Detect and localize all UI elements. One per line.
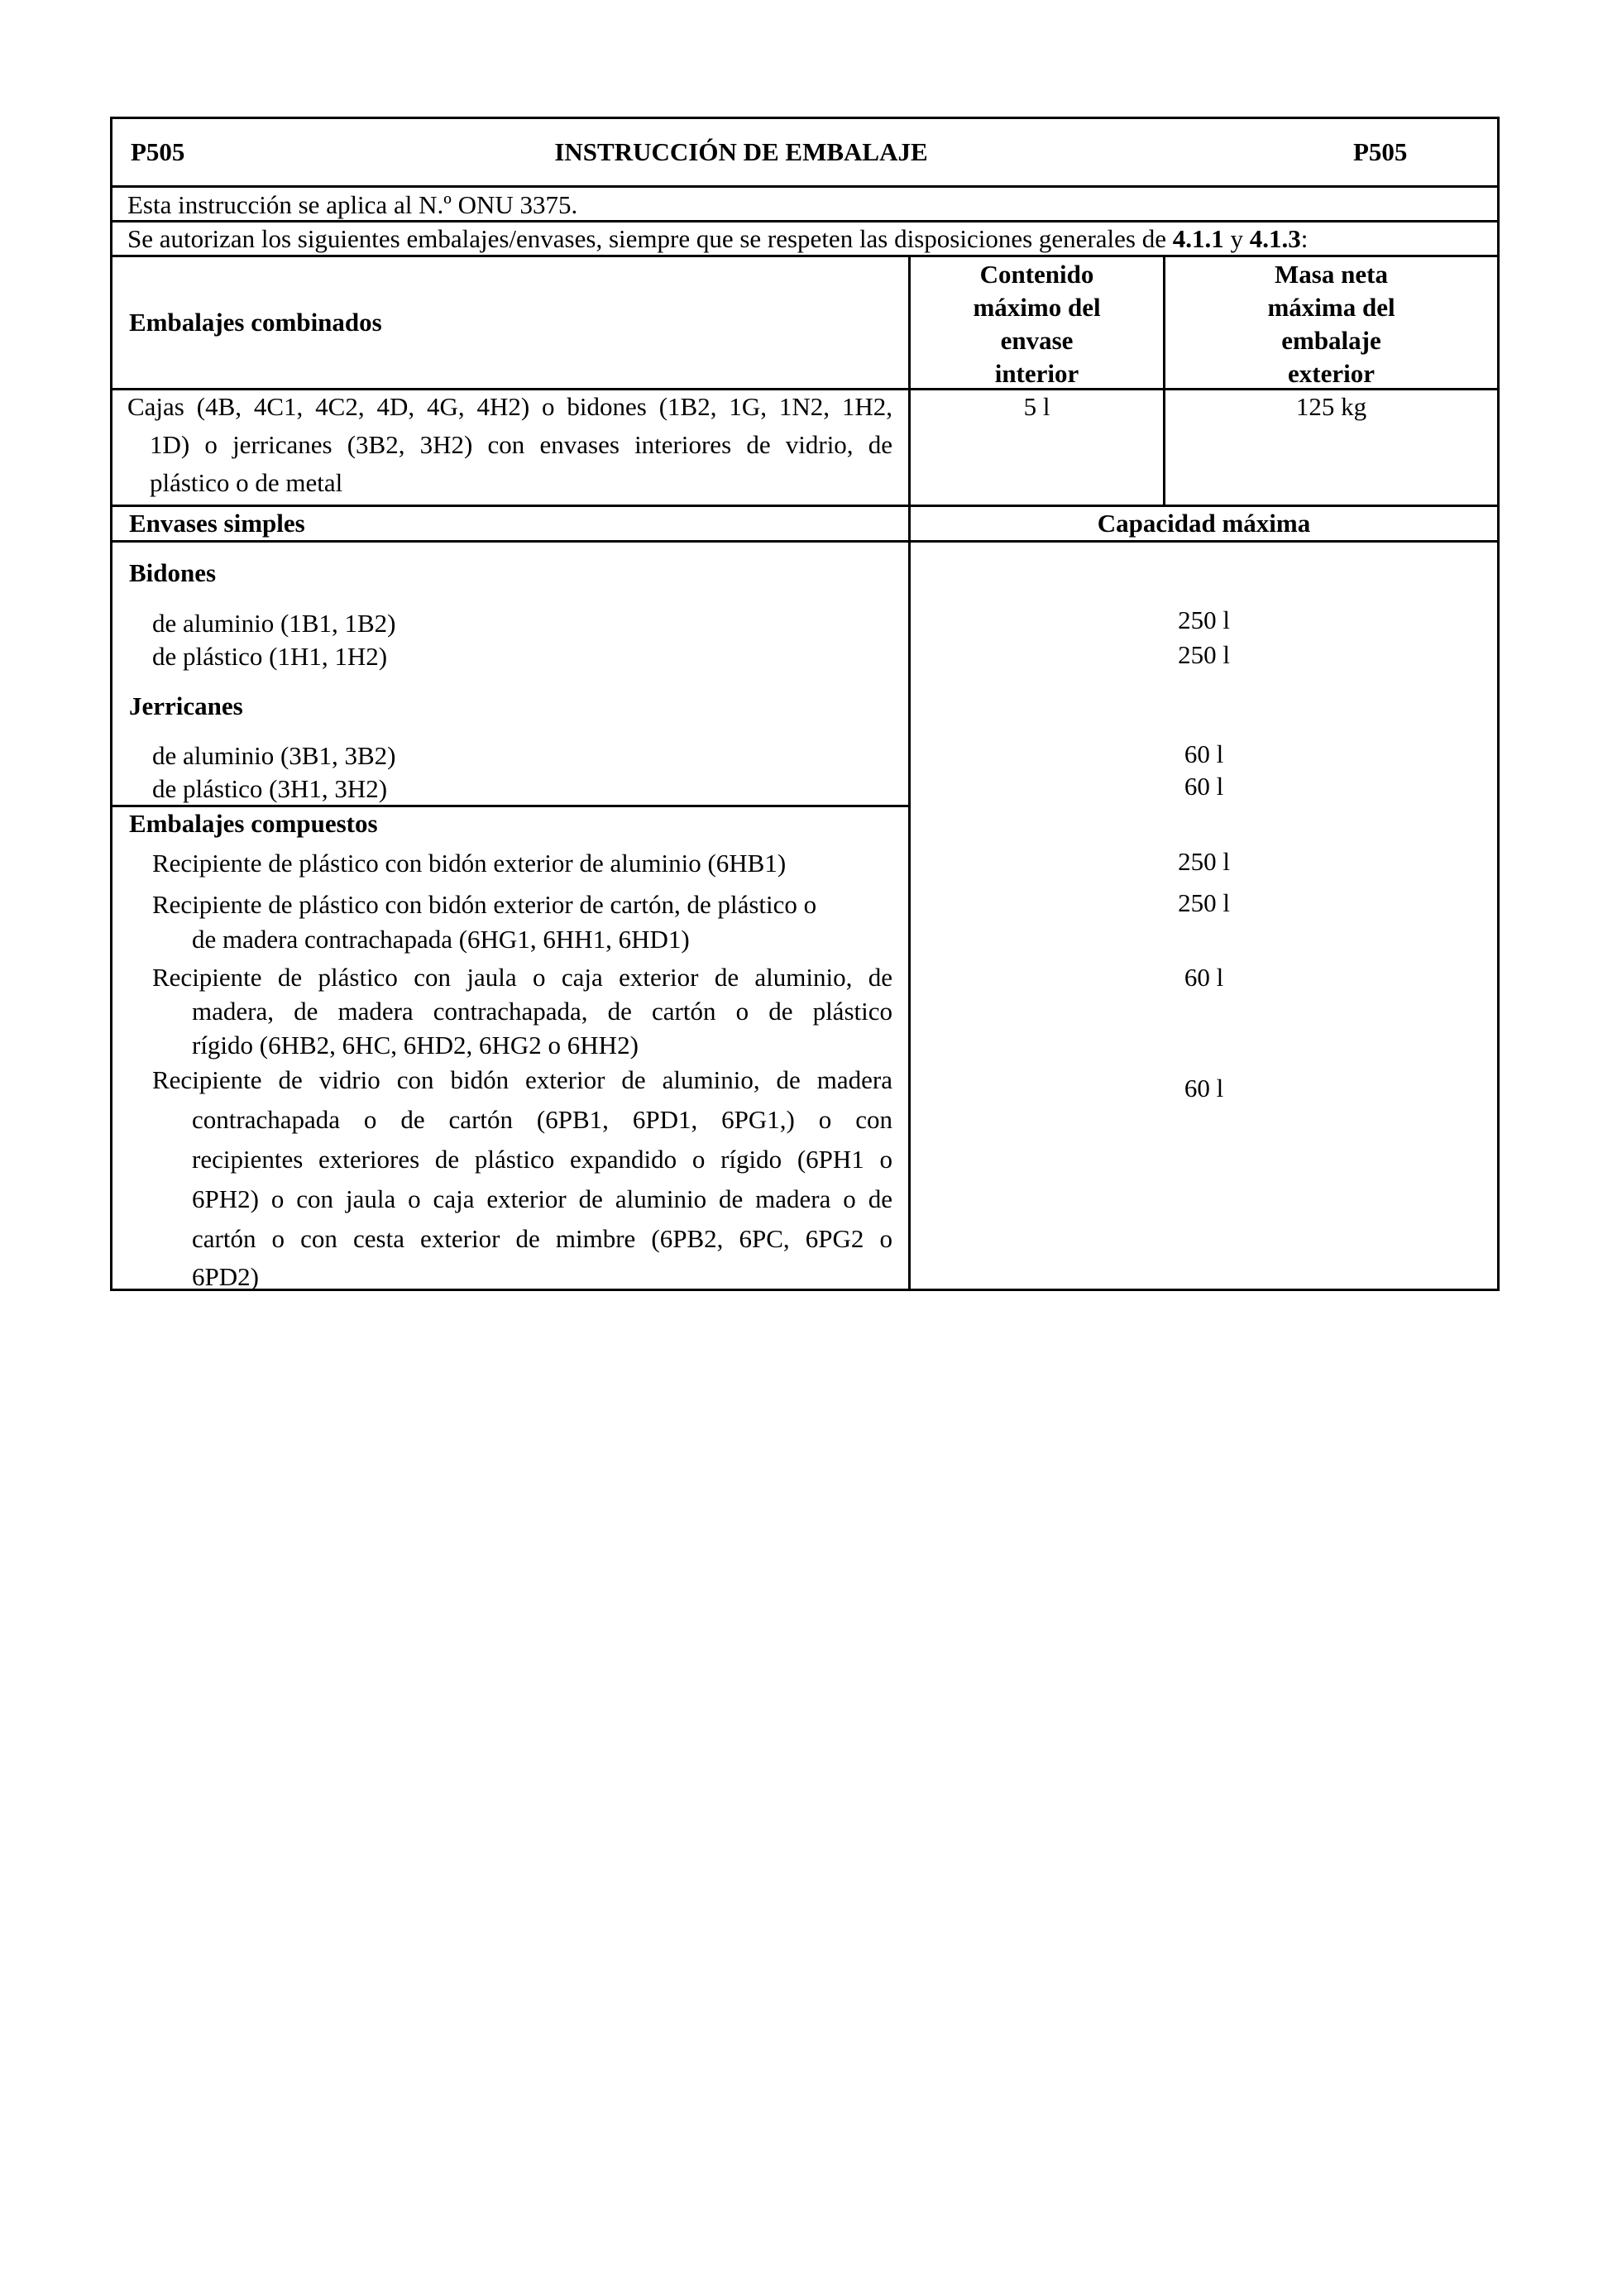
drums-label: Bidones <box>129 558 217 587</box>
combined-row-line: Cajas (4B, 4C1, 4C2, 4D, 4G, 4H2) o bidones (1B2, 1G, 1N2, 1H2, <box>127 392 892 421</box>
jerrican-capacity: 60 l <box>1184 739 1224 768</box>
authorized-body: Se autorizan los siguientes embalajes/envases, siempre que se respeten las disposiciones generales de <box>127 224 1173 253</box>
header-line: Contenido <box>979 260 1094 289</box>
authorized-end: : <box>1300 224 1309 253</box>
jerricans-label: Jerricanes <box>129 691 243 720</box>
composite-capacity: 250 l <box>1178 847 1230 876</box>
jerrican-item: de aluminio (3B1, 3B2) <box>152 741 396 770</box>
composite-item-line: rígido (6HB2, 6HC, 6HD2, 6HG2 o 6HH2) <box>192 1031 639 1060</box>
rule-composite <box>112 805 911 807</box>
rule-single-header <box>112 540 1497 543</box>
jerrican-capacity: 60 l <box>1184 772 1224 801</box>
instruction-title: INSTRUCCIÓN DE EMBALAJE <box>554 137 928 166</box>
header-line: máximo del <box>973 293 1101 322</box>
col-net-mass-header <box>1165 258 1497 390</box>
composite-item-line: recipientes exteriores de plástico expandido o rígido (6PH1 o <box>192 1145 892 1174</box>
composite-item-line: de madera contrachapada (6HG1, 6HH1, 6HD1) <box>192 925 690 954</box>
composite-item-line: 6PH2) o con jaula o caja exterior de aluminio de madera o de <box>192 1184 892 1213</box>
authorized-text <box>127 224 1308 254</box>
combined-row-line: 1D) o jerricanes (3B2, 3H2) con envases interiores de vidrio, de <box>150 430 892 459</box>
drum-item: de plástico (1H1, 1H2) <box>152 642 388 671</box>
inner-max-value: 5 l <box>1023 392 1050 421</box>
composite-item-line: cartón o con cesta exterior de mimbre (6PB2, 6PC, 6PG2 o <box>192 1224 892 1253</box>
drum-capacity: 250 l <box>1178 640 1230 669</box>
net-mass-value: 125 kg <box>1295 392 1367 421</box>
drum-capacity: 250 l <box>1178 605 1230 634</box>
single-label: Envases simples <box>129 509 305 538</box>
composite-item-line: 6PD2) <box>192 1262 259 1291</box>
header-line: Masa neta <box>1275 260 1388 289</box>
ref-413: 4.1.3 <box>1249 224 1301 253</box>
combined-label: Embalajes combinados <box>129 308 382 337</box>
packing-instruction-table <box>110 117 1500 1291</box>
composite-capacity: 250 l <box>1178 888 1230 917</box>
composite-item-line: contrachapada o de cartón (6PB1, 6PD1, 6PG1,) o con <box>192 1105 892 1134</box>
applies-text: Esta instrucción se aplica al N.º ONU 3375. <box>127 190 578 219</box>
composite-item-line: Recipiente de plástico con bidón exterior de aluminio (6HB1) <box>152 849 787 878</box>
rule-authorized <box>112 255 1497 257</box>
composite-label: Embalajes compuestos <box>129 809 378 838</box>
composite-capacity: 60 l <box>1184 1074 1224 1103</box>
header-line: envase <box>1000 326 1074 355</box>
composite-item-line: Recipiente de plástico con bidón exterior de cartón, de plástico o <box>152 890 817 919</box>
jerrican-item: de plástico (3H1, 3H2) <box>152 774 388 803</box>
capacity-header: Capacidad máxima <box>1097 509 1311 538</box>
rule-header <box>112 185 1497 188</box>
drum-item: de aluminio (1B1, 1B2) <box>152 609 396 638</box>
header-line: exterior <box>1288 359 1375 388</box>
header-line: máxima del <box>1267 293 1395 322</box>
composite-item-line: madera, de madera contrachapada, de cartón o de plástico <box>192 997 892 1026</box>
rule-combined-row <box>112 505 1497 507</box>
ref-411: 4.1.1 <box>1172 224 1224 253</box>
rule-applies <box>112 220 1497 222</box>
composite-item-line: Recipiente de vidrio con bidón exterior de aluminio, de madera <box>152 1065 892 1094</box>
header-line: interior <box>994 359 1079 388</box>
col-inner-max-header <box>911 258 1163 390</box>
code-right: P505 <box>1353 137 1408 166</box>
composite-item-line: Recipiente de plástico con jaula o caja exterior de aluminio, de <box>152 963 892 992</box>
combined-row-line: plástico o de metal <box>150 468 343 497</box>
authorized-conj: y <box>1223 224 1250 253</box>
code-left: P505 <box>131 137 185 166</box>
header-line: embalaje <box>1281 326 1381 355</box>
composite-capacity: 60 l <box>1184 963 1224 992</box>
